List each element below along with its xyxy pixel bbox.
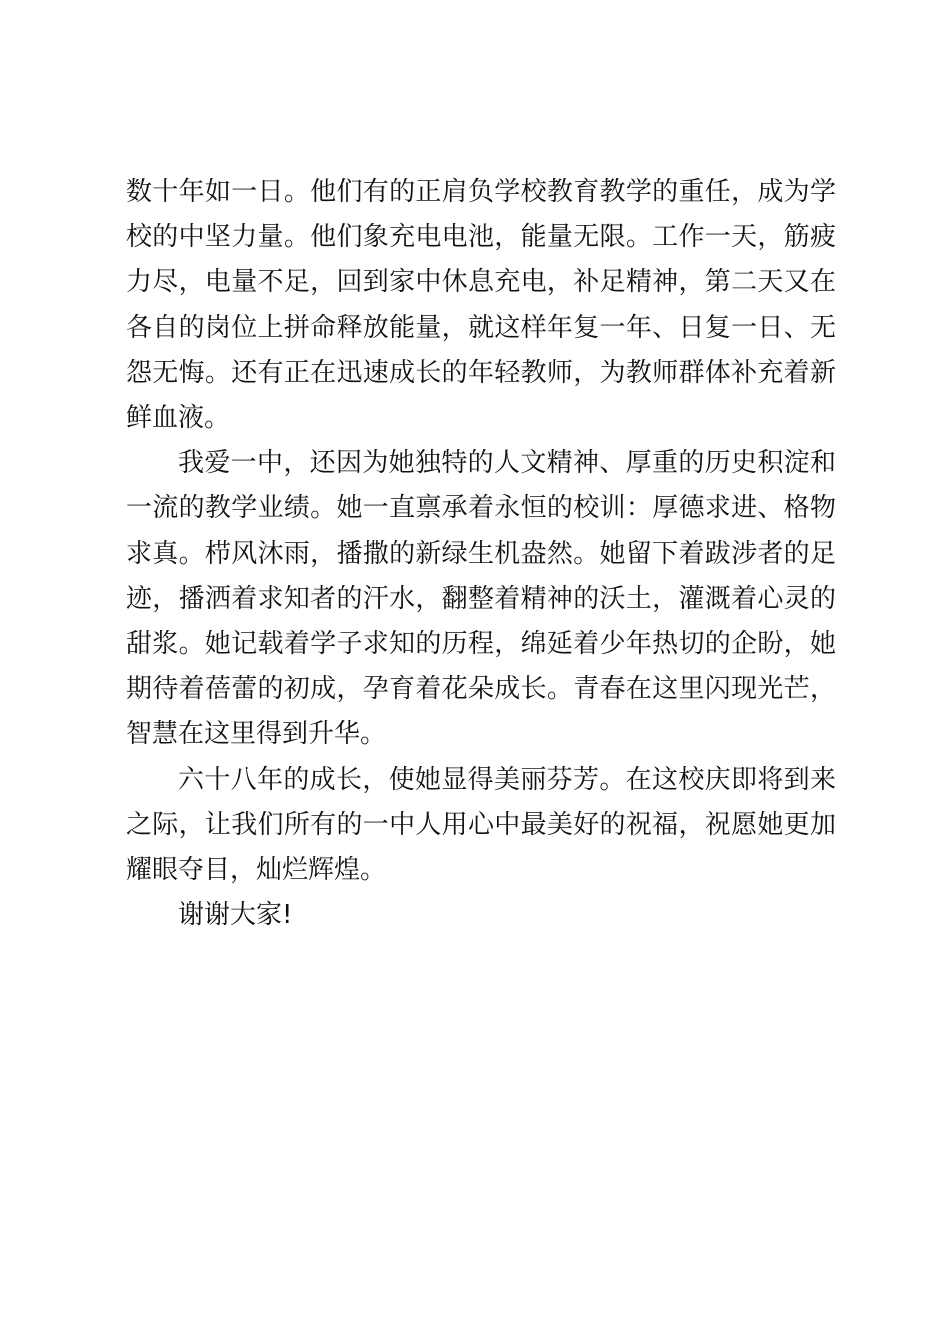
text-line: 迹，播洒着求知者的汗水，翻整着精神的沃土，灌溉着心灵的 xyxy=(126,583,836,614)
text-line: 智慧在这里得到升华。 xyxy=(126,719,387,750)
text-line: 各自的岗位上拼命释放能量，就这样年复一年、日复一日、无 xyxy=(126,312,836,343)
text-line: 数十年如一日。他们有的正肩负学校教育教学的重任，成为学 xyxy=(126,177,836,207)
text-line: 六十八年的成长，使她显得美丽芬芳。在这校庆即将到来 xyxy=(178,764,836,795)
text-line: 一流的教学业绩。她一直禀承着永恒的校训：厚德求进、格物 xyxy=(126,493,836,524)
text-line: 之际，让我们所有的一中人用心中最美好的祝福，祝愿她更加 xyxy=(126,809,836,840)
paragraph-3 xyxy=(126,758,836,894)
text-line: 甜浆。她记载着学子求知的历程，绵延着少年热切的企盼，她 xyxy=(126,629,836,660)
text-line: 谢谢大家! xyxy=(178,900,293,931)
text-line: 力尽，电量不足，回到家中休息充电，补足精神，第二天又在 xyxy=(126,267,836,298)
text-line: 期待着蓓蕾的初成，孕育着花朵成长。青春在这里闪现光芒， xyxy=(126,674,836,705)
paragraph-2 xyxy=(126,441,836,757)
paragraph-4 xyxy=(126,893,836,938)
text-line: 校的中坚力量。他们象充电电池，能量无限。工作一天，筋疲 xyxy=(126,222,836,253)
text-line: 怨无悔。还有正在迅速成长的年轻教师，为教师群体补充着新 xyxy=(126,357,836,388)
text-line: 鲜血液。 xyxy=(126,403,231,434)
body-text xyxy=(126,170,836,938)
text-line: 我爱一中，还因为她独特的人文精神、厚重的历史积淀和 xyxy=(178,448,836,479)
text-line: 耀眼夺目，灿烂辉煌。 xyxy=(126,855,387,886)
paragraph-1 xyxy=(126,170,836,441)
text-line: 求真。栉风沐雨，播撒的新绿生机盎然。她留下着跋涉者的足 xyxy=(126,538,836,569)
